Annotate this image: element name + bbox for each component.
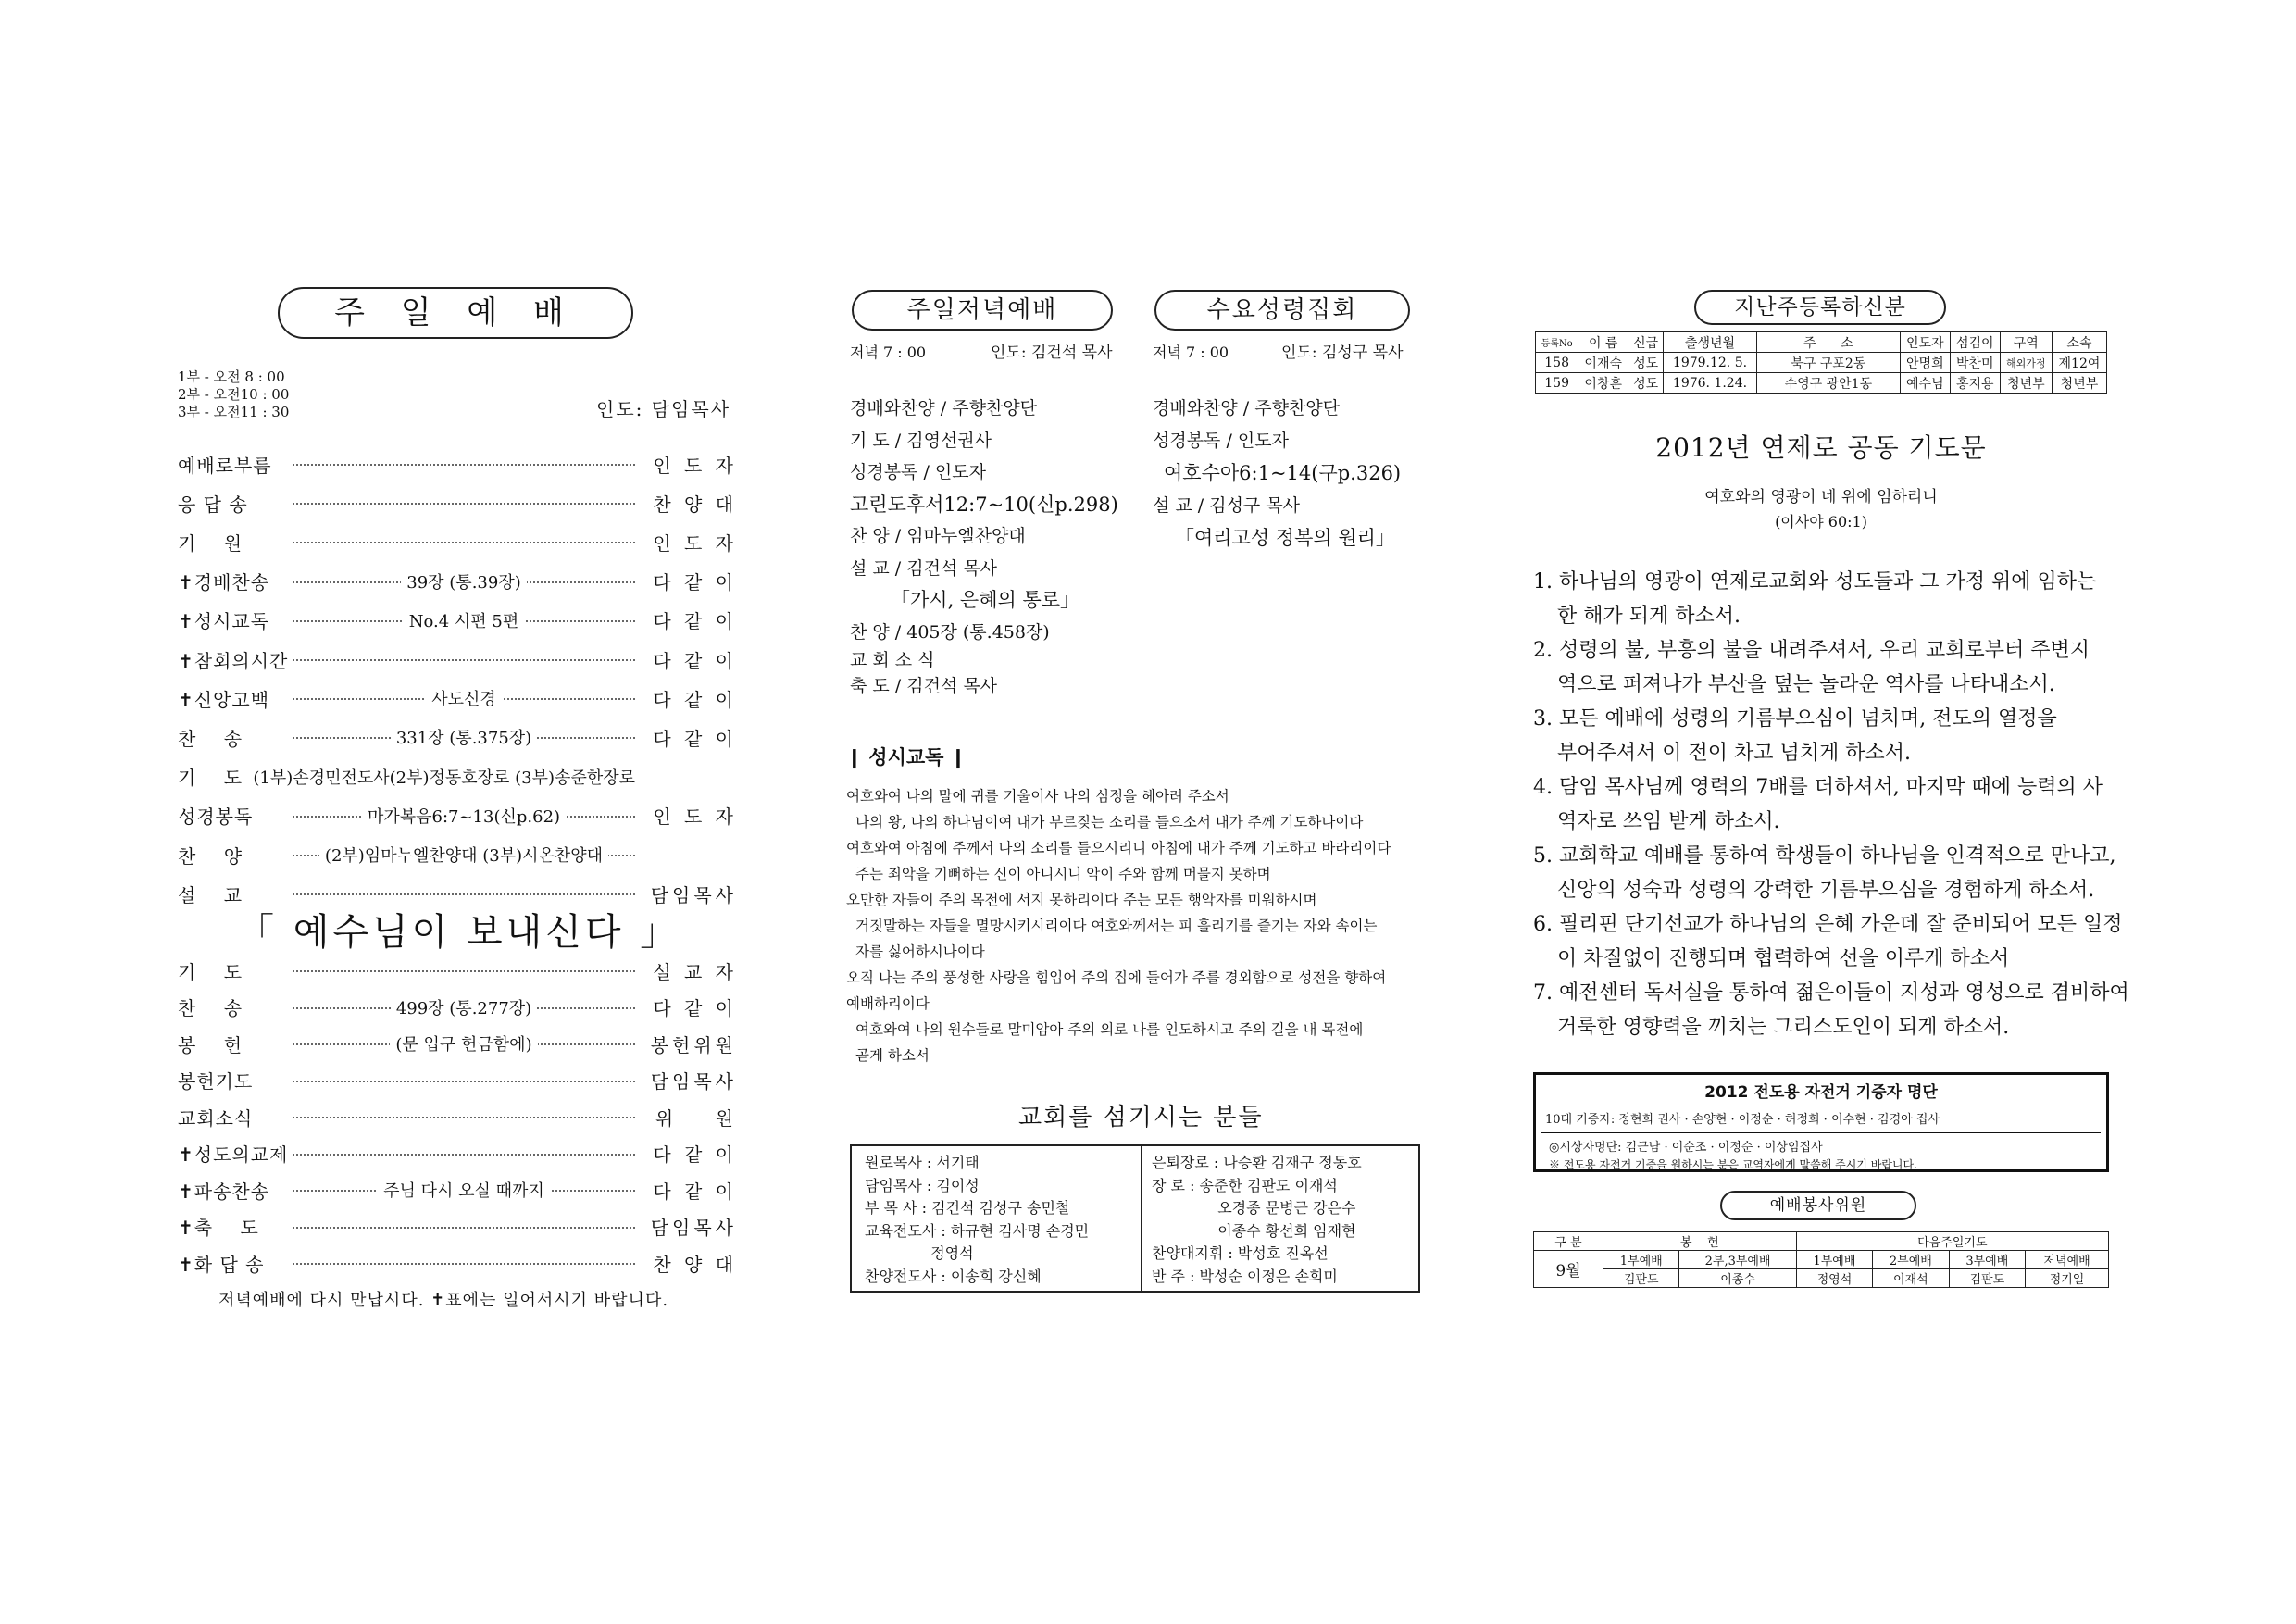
order-item-label-text: 교회소식 — [178, 1106, 254, 1130]
staff-entry: 반 주 : 박성순 이정은 손희미 — [1152, 1267, 1338, 1285]
dotted-leader — [287, 1103, 641, 1131]
staff-box — [850, 1144, 1420, 1293]
order-item-label-text: 성시교독 — [193, 610, 270, 633]
name-cell: 이재석 — [1873, 1269, 1949, 1288]
prayer-line: 신앙의 성숙과 성령의 강력한 기름부으심을 경험하게 하소서. — [1557, 879, 2095, 902]
order-item-leader: 위 원 — [655, 1106, 737, 1130]
order-item — [178, 956, 737, 984]
responsive-line: 여호와여 나의 말에 귀를 기울이사 나의 심정을 헤아려 주소서 — [846, 788, 1229, 805]
prayer-line: 1. 하나님의 영광이 연제로교회와 성도들과 그 가정 위에 임하는 — [1533, 570, 2097, 593]
order-item — [178, 606, 737, 634]
responsive-line: 여호와여 아침에 주께서 나의 소리를 들으시리니 아침에 내가 주께 기도하고 바라리이다 — [846, 840, 1391, 856]
order-item-label-text: 찬 송 — [178, 997, 243, 1019]
wednesday-line: 경배와찬양 / 주향찬양단 — [1153, 398, 1341, 418]
table-header-row — [1534, 1232, 2109, 1251]
service-time-3: 3부 - 오전11 : 30 — [178, 404, 290, 420]
wednesday-title: 수요성령집회 — [1206, 296, 1358, 324]
wednesday-time: 저녁 7 : 00 — [1153, 344, 1229, 361]
table-cell: 북구 구포2동 — [1756, 353, 1900, 373]
evening-line: 설 교 / 김건석 목사 — [850, 557, 998, 579]
order-item-leader: 인 도 자 — [653, 531, 737, 555]
order-item — [178, 1213, 737, 1241]
sunday-title: 주 일 예 배 — [334, 294, 577, 331]
prayer-item — [1533, 907, 2129, 976]
order-item-label — [178, 1250, 287, 1277]
table-row — [1536, 353, 2107, 373]
registration-title-pill — [1694, 290, 1946, 325]
service-team-title-pill — [1720, 1191, 1916, 1220]
dotted-leader — [287, 1030, 641, 1057]
staff-entry: 은퇴장로 : 나승환 김재구 정동호 — [1152, 1154, 1362, 1171]
wednesday-title-pill — [1154, 290, 1410, 331]
table-cell: 159 — [1536, 373, 1578, 394]
header-cell: 봉 헌 — [1603, 1232, 1797, 1251]
order-item — [178, 684, 737, 712]
prayer-line: 한 해가 되게 하소서. — [1557, 605, 1741, 628]
responsive-reading-text — [846, 783, 1391, 1068]
table-cell: 1976. 1.24. — [1664, 373, 1757, 394]
dotted-leader — [287, 606, 641, 634]
order-item-leader: 담임목사 — [650, 1217, 737, 1239]
order-item-label-text: 찬 송 — [178, 727, 243, 750]
prayer-line: 7. 예전센터 독서실을 통하여 젊은이들이 지성과 영성으로 겸비하여 — [1533, 981, 2129, 1005]
responsive-line: 곧게 하소서 — [855, 1047, 930, 1064]
table-cell: 성도 — [1628, 353, 1664, 373]
service-time-2: 2부 - 오전10 : 00 — [178, 386, 290, 403]
table-cell: 이재숙 — [1578, 353, 1628, 373]
wednesday-order — [1153, 393, 1401, 555]
order-item-label — [178, 957, 287, 984]
sunday-footer: 저녁예배에 다시 만납시다. ✝표에는 일어서시기 바랍니다. — [218, 1291, 669, 1310]
dotted-leader — [287, 1067, 641, 1094]
order-item-label — [178, 1104, 287, 1131]
order-item — [178, 1067, 737, 1094]
table-cell: 청년부 — [2000, 373, 2052, 394]
evening-line: 성경봉독 / 인도자 — [850, 462, 986, 482]
responsive-line: 나의 왕, 나의 하나님이여 내가 부르짖는 소리를 들으소서 내가 주께 기도하나이다 — [855, 814, 1364, 831]
header-cell: 출생년월 — [1664, 332, 1757, 353]
registration-title: 지난주등록하신분 — [1734, 295, 1906, 319]
staff-entry: 이종수 황선희 임재현 — [1152, 1221, 1356, 1240]
staff-entry: 교육전도사 : 하규현 김사명 손경민 — [865, 1221, 1090, 1240]
order-item-label — [178, 724, 287, 751]
order-item-leader: 찬 양 대 — [653, 1253, 737, 1276]
order-item-label — [178, 842, 287, 868]
order-item-label-text: 설 교 — [178, 883, 243, 906]
cross-icon: ✝ — [178, 610, 194, 633]
order-item-label-text: 파송찬송 — [193, 1180, 270, 1203]
bicycle-divider — [1541, 1132, 2101, 1133]
order-item — [178, 723, 737, 751]
order-item-label-text: 봉 헌 — [178, 1033, 243, 1056]
subhead-cell: 1부예배 — [1796, 1251, 1872, 1269]
order-item-label — [178, 1140, 287, 1167]
order-item-leader: 담임목사 — [650, 883, 737, 906]
registration-table — [1535, 331, 2107, 394]
responsive-line: 거짓말하는 자들을 멸망시키시리이다 여호와께서는 피 흘리기를 즐기는 자와 속이는 — [855, 918, 1378, 934]
order-item-label-text: 기 도 — [178, 960, 243, 983]
subhead-cell: 3부예배 — [1949, 1251, 2025, 1269]
responsive-line: 오직 나는 주의 풍성한 사랑을 힘입어 주의 집에 들어가 주를 경외함으로 성전을 향하여 — [846, 969, 1387, 986]
header-cell: 이 름 — [1578, 332, 1628, 353]
cross-icon: ✝ — [178, 1253, 194, 1276]
order-item-detail: 주님 다시 오실 때까지 — [378, 1178, 550, 1202]
wednesday-line: 설 교 / 김성구 목사 — [1153, 495, 1301, 516]
table-cell: 청년부 — [2052, 373, 2106, 394]
responsive-line: 여호와여 나의 원수들로 말미암아 주의 의로 나를 인도하시고 주의 길을 내 목전에 — [855, 1021, 1364, 1038]
staff-entry: 담임목사 : 김이성 — [865, 1176, 980, 1194]
order-item-detail: 사도신경 — [426, 686, 502, 710]
dotted-leader — [287, 956, 641, 984]
table-cell: 성도 — [1628, 373, 1664, 394]
responsive-reading-heading — [846, 743, 967, 770]
name-cell: 김판도 — [1949, 1269, 2025, 1288]
evening-leader: 인도: 김건석 목사 — [991, 344, 1113, 362]
table-row — [1534, 1251, 2109, 1269]
prayer-line: 이 차질없이 진행되며 협력하여 선을 이루게 하소서 — [1557, 947, 2010, 970]
responsive-line: 자를 싫어하시나이다 — [855, 943, 985, 960]
order-item-label-text: 응 답 송 — [178, 493, 248, 516]
order-item-label-text: 화 답 송 — [193, 1253, 265, 1276]
order-item-label — [178, 1067, 287, 1093]
dotted-leader — [287, 489, 641, 517]
staff-divider — [1141, 1146, 1142, 1291]
order-item-label-text: 참회의시간 — [193, 649, 289, 672]
order-item-label — [178, 606, 287, 633]
order-item-label-text: 찬 양 — [178, 844, 243, 868]
prayer-line: 거룩한 영향력을 끼치는 그리스도인이 되게 하소서. — [1557, 1016, 2010, 1039]
order-item-label — [178, 490, 287, 517]
prayer-item — [1533, 702, 2129, 770]
order-item-label — [178, 1031, 287, 1057]
order-item — [178, 841, 737, 868]
order-item-label — [178, 646, 287, 673]
order-item-detail: (문 입구 헌금함에) — [390, 1031, 537, 1056]
bicycle-donors-box — [1533, 1072, 2109, 1172]
table-cell: 홍지용 — [1950, 373, 2000, 394]
header-cell: 인도자 — [1900, 332, 1950, 353]
prayer-line: 4. 담임 목사님께 영력의 7배를 더하셔서, 마지막 때에 능력의 사 — [1533, 776, 2103, 799]
order-item-leader: 설 교 자 — [653, 960, 737, 983]
dotted-leader — [287, 1140, 641, 1168]
table-cell: 박찬미 — [1950, 353, 2000, 373]
order-item-label — [178, 993, 287, 1020]
order-item — [178, 1249, 737, 1277]
order-item-leader: 인 도 자 — [653, 806, 737, 829]
prayer-line: 3. 모든 예배에 성령의 기름부으심이 넘치며, 전도의 열정을 — [1533, 707, 2057, 731]
subhead-cell: 1부예배 — [1603, 1251, 1679, 1269]
prayer-line: 부어주셔서 이 전이 차고 넘치게 하소서. — [1557, 742, 1911, 765]
evening-title: 주일저녁예배 — [906, 296, 1058, 324]
order-item — [178, 763, 737, 791]
dotted-leader — [287, 684, 641, 712]
heading-bracket: ❙ — [846, 746, 869, 768]
order-item-label — [178, 802, 287, 829]
order-item-detail: 331장 (통.375장) — [391, 725, 537, 749]
order-item-label-text: 성경봉독 — [178, 806, 254, 829]
header-cell: 섬김이 — [1950, 332, 2000, 353]
order-item-label — [178, 685, 287, 712]
prayer-item — [1533, 976, 2129, 1044]
order-item-detail: (2부)임마누엘찬양대 (3부)시온찬양대 — [319, 843, 608, 867]
order-item — [178, 1140, 737, 1168]
prayer-item — [1533, 770, 2129, 839]
header-cell: 구역 — [2000, 332, 2052, 353]
cross-icon: ✝ — [178, 1180, 194, 1203]
header-cell: 소속 — [2052, 332, 2106, 353]
order-item-label — [178, 568, 287, 594]
prayer-line: 5. 교회학교 예배를 통하여 학생들이 하나님을 인격적으로 만나고, — [1533, 844, 2116, 868]
order-item-label — [178, 1213, 287, 1240]
order-item — [178, 993, 737, 1021]
order-item — [178, 645, 737, 673]
evening-line: 기 도 / 김영선권사 — [850, 430, 992, 451]
table-cell: 예수님 — [1900, 373, 1950, 394]
order-item-detail: No.4 시편 5편 — [404, 608, 525, 632]
staff-entry: 원로목사 : 서기태 — [865, 1154, 980, 1171]
dotted-leader — [287, 1176, 641, 1204]
evening-sermon-title: 「가시, 은혜의 통로」 — [891, 589, 1080, 611]
table-cell: 수영구 광안1동 — [1756, 373, 1900, 394]
header-cell: 다음주일기도 — [1796, 1232, 2108, 1251]
prayer-verse-ref: (이사야 60:1) — [1775, 513, 1867, 531]
order-item-leader: 다 같 이 — [653, 610, 737, 633]
table-cell: 1979.12. 5. — [1664, 353, 1757, 373]
order-item-label-text: 기 도 — [178, 767, 243, 790]
order-item-label-text: 예배로부름 — [178, 454, 272, 477]
order-item-leader: 다 같 이 — [653, 649, 737, 672]
order-item — [178, 568, 737, 595]
order-item — [178, 1030, 737, 1057]
order-item-leader: 다 같 이 — [653, 571, 737, 594]
evening-line: 찬 양 / 임마누엘찬양대 — [850, 526, 1026, 546]
header-cell: 주 소 — [1756, 332, 1900, 353]
header-cell: 등록No — [1536, 332, 1578, 353]
prayer-verse: 여호와의 영광이 네 위에 임하리니 — [1704, 488, 1938, 506]
dotted-leader — [287, 993, 641, 1021]
heading-bracket: ❙ — [943, 746, 967, 768]
order-item-detail: 39장 (통.39장) — [401, 569, 526, 593]
service-time-1: 1부 - 오전 8 : 00 — [178, 369, 285, 385]
staff-entry: 오경종 문병근 강은수 — [1152, 1199, 1356, 1217]
month-cell: 9월 — [1534, 1251, 1603, 1288]
table-row — [1536, 373, 2107, 394]
service-times — [178, 369, 289, 421]
order-item-detail: 499장 (통.277장) — [391, 995, 537, 1019]
name-cell: 정영석 — [1796, 1269, 1872, 1288]
staff-left-list — [865, 1152, 1089, 1288]
order-item-label-text: 축 도 — [193, 1217, 259, 1239]
table-cell: 이창훈 — [1578, 373, 1628, 394]
order-item — [178, 802, 737, 830]
order-item-label — [178, 451, 287, 478]
table-row — [1534, 1269, 2109, 1288]
prayer-line: 2. 성령의 불, 부흥의 불을 내려주셔서, 우리 교회로부터 주변지 — [1533, 639, 2090, 662]
cross-icon: ✝ — [178, 1217, 194, 1239]
table-cell: 해외가정 — [2000, 353, 2052, 373]
evening-title-pill — [852, 290, 1113, 331]
staff-entry: 부 목 사 : 김건석 김성구 송민철 — [865, 1199, 1070, 1217]
prayer-list — [1533, 565, 2129, 1044]
evening-line: 경배와찬양 / 주향찬양단 — [850, 398, 1038, 418]
dotted-leader — [287, 1213, 641, 1241]
evening-order — [850, 393, 1118, 700]
order-item-leader: 봉헌위원 — [650, 1033, 737, 1056]
name-cell: 이종수 — [1679, 1269, 1796, 1288]
order-item-label — [178, 529, 287, 556]
staff-entry: 찬양대지휘 : 박성호 진옥선 — [1152, 1244, 1329, 1262]
order-item-label — [178, 1177, 287, 1204]
dotted-leader — [287, 450, 641, 478]
sunday-leader: 인도: 담임목사 — [596, 398, 731, 420]
prayer-title: 2012년 연제로 공동 기도문 — [1655, 432, 1987, 463]
evening-line: 찬 양 / 405장 (통.458장) — [850, 621, 1050, 643]
service-team-title: 예배봉사위원 — [1769, 1196, 1867, 1215]
cross-icon: ✝ — [178, 688, 194, 711]
evening-line: 축 도 / 김건석 목사 — [850, 676, 998, 696]
table-cell: 158 — [1536, 353, 1578, 373]
prayer-item — [1533, 839, 2129, 907]
staff-entry: 정영석 — [865, 1244, 974, 1262]
evening-line: 교 회 소 식 — [850, 650, 935, 670]
order-item-label — [178, 763, 247, 790]
table-header-row — [1536, 332, 2107, 353]
order-item-leader: 인 도 자 — [653, 454, 737, 477]
order-item-leader: 찬 양 대 — [653, 493, 737, 516]
order-item-leader: 다 같 이 — [653, 997, 737, 1019]
dotted-leader — [287, 568, 641, 595]
order-item-label-text: 성도의교제 — [193, 1143, 289, 1166]
staff-entry: 장 로 : 송준한 김판도 이재석 — [1152, 1176, 1338, 1194]
prayer-item — [1533, 633, 2129, 702]
order-item-leader: 담임목사 — [650, 1070, 737, 1093]
order-item-leader: 다 같 이 — [653, 688, 737, 711]
table-cell: 안명희 — [1900, 353, 1950, 373]
dotted-leader — [247, 763, 641, 791]
order-item-leader: 다 같 이 — [653, 1180, 737, 1203]
order-item-detail: (1부)손경민전도사(2부)정동호장로 (3부)송준한장로 — [247, 765, 641, 789]
sermon-title: 「 예수님이 보내신다 」 — [237, 911, 681, 954]
service-team-table — [1533, 1231, 2109, 1288]
order-item-leader: 다 같 이 — [653, 1143, 737, 1166]
subhead-cell: 2부예배 — [1873, 1251, 1949, 1269]
staff-title: 교회를 섬기시는 분들 — [1018, 1104, 1264, 1131]
name-cell: 김판도 — [1603, 1269, 1679, 1288]
order-item-label-text: 기 원 — [178, 531, 243, 555]
prayer-line: 역으로 퍼져나가 부산을 덮는 놀라운 역사를 나타내소서. — [1557, 673, 2055, 696]
cross-icon: ✝ — [178, 1143, 194, 1166]
cross-icon: ✝ — [178, 571, 194, 594]
bicycle-note: ※ 전도용 자전거 기증을 원하시는 분은 교역자에게 말씀해 주시기 바랍니다. — [1549, 1158, 1917, 1171]
subhead-cell: 2부,3부예배 — [1679, 1251, 1796, 1269]
order-item — [178, 528, 737, 556]
subhead-cell: 저녁예배 — [2026, 1251, 2109, 1269]
header-cell: 구 분 — [1534, 1232, 1603, 1251]
responsive-line: 예배하리이다 — [846, 995, 930, 1012]
prayer-header — [1535, 428, 2107, 531]
dotted-leader — [287, 1249, 641, 1277]
dotted-leader — [287, 723, 641, 751]
sunday-title-pill — [278, 287, 633, 339]
order-item-label-text: 경배찬송 — [193, 571, 270, 594]
staff-right-list — [1152, 1152, 1362, 1288]
dotted-leader — [287, 802, 641, 830]
responsive-line: 주는 죄악을 기뻐하는 신이 아니시니 악이 주와 함께 머물지 못하며 — [855, 866, 1271, 882]
wednesday-leader: 인도: 김성구 목사 — [1281, 344, 1404, 362]
wednesday-sermon-title: 「여리고성 정복의 원리」 — [1175, 527, 1395, 549]
order-item — [178, 450, 737, 478]
table-cell: 제12여 — [2052, 353, 2106, 373]
header-cell: 신급 — [1628, 332, 1664, 353]
wednesday-scripture: 여호수아6:1~14(구p.326) — [1164, 462, 1402, 484]
order-item-label-text: 봉헌기도 — [178, 1070, 254, 1093]
dotted-leader — [287, 841, 641, 868]
bicycle-title: 2012 전도용 자전거 기증자 명단 — [1704, 1083, 1938, 1102]
dotted-leader — [287, 645, 641, 673]
prayer-item — [1533, 565, 2129, 633]
prayer-line: 6. 필리핀 단기선교가 하나님의 은혜 가운데 잘 준비되어 모든 일정 — [1533, 913, 2123, 936]
responsive-line: 오만한 자들이 주의 목전에 서지 못하리이다 주는 모든 행악자를 미워하시며 — [846, 892, 1317, 908]
prayer-line: 역자로 쓰임 받게 하소서. — [1557, 810, 1780, 833]
cross-icon: ✝ — [178, 649, 194, 672]
order-item-detail: 마가복음6:7~13(신p.62) — [362, 804, 566, 828]
order-item-label-text: 신앙고백 — [193, 688, 270, 711]
responsive-reading-title: 성시교독 — [868, 746, 944, 768]
staff-entry: 찬양전도사 : 이송희 강신혜 — [865, 1267, 1042, 1285]
order-item-leader: 다 같 이 — [653, 727, 737, 750]
order-item — [178, 1103, 737, 1131]
dotted-leader — [287, 528, 641, 556]
evening-time: 저녁 7 : 00 — [850, 344, 927, 361]
order-item — [178, 489, 737, 517]
evening-scripture: 고린도후서12:7~10(신p.298) — [850, 493, 1118, 516]
bicycle-donors: 10대 기증자: 정현희 권사 · 손양현 · 이정순 · 허정희 · 이수현 · 김경아 집사 — [1545, 1113, 1940, 1127]
bicycle-awardees: ◎시상자명단: 김근남 · 이순조 · 이정순 · 이상임집사 — [1549, 1141, 1823, 1155]
order-item — [178, 1176, 737, 1204]
name-cell: 정기일 — [2026, 1269, 2109, 1288]
wednesday-line: 성경봉독 / 인도자 — [1153, 431, 1289, 451]
